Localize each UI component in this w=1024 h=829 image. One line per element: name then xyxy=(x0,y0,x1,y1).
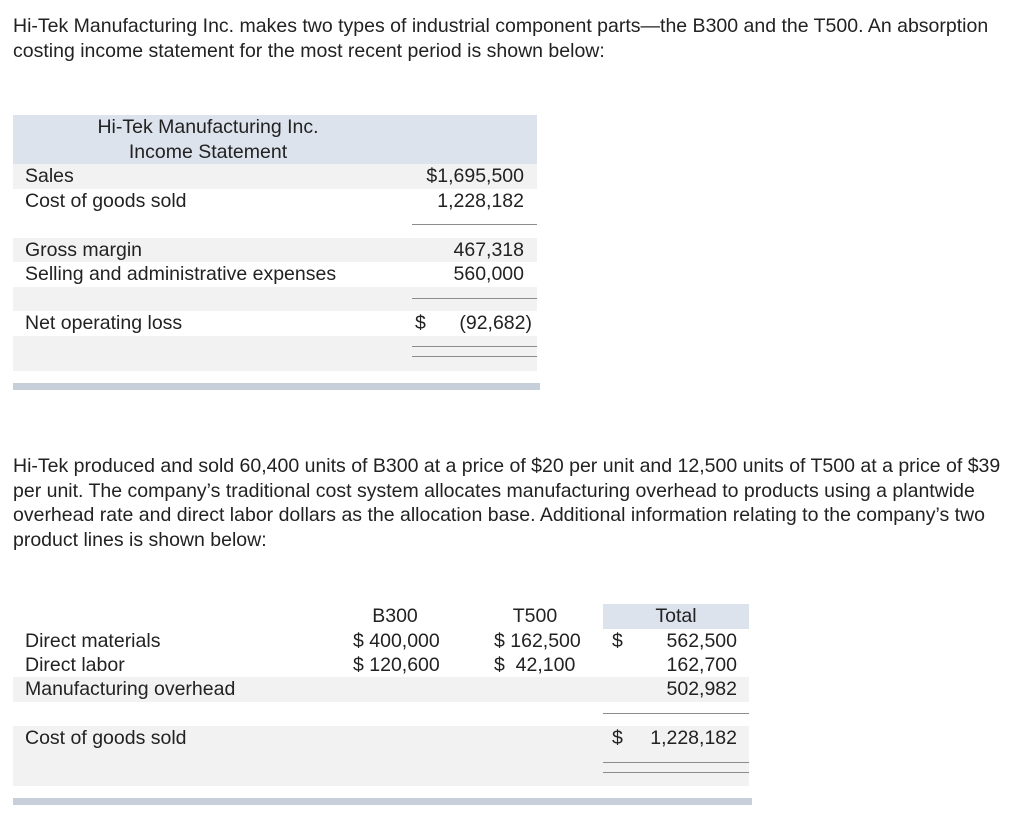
column-header-total: Total xyxy=(655,605,697,627)
total-double-rule-bottom xyxy=(603,772,749,773)
subtotal-rule xyxy=(412,224,537,225)
subtotal-rule xyxy=(412,298,537,299)
income-company-name: Hi-Tek Manufacturing Inc. xyxy=(97,116,319,138)
production-paragraph: Hi-Tek produced and sold 60,400 units of B300 at a price of $20 per unit and 12,500 units of T500 at a price of $39 per unit. The company’s traditional cost system allocates manufacturing overhead to products using a plantwide overhead rate and direct labor dollars as the allocation base. Additional information relating to the company’s two product lines is shown below: xyxy=(13,455,1001,551)
income-statement-title: Income Statement xyxy=(128,140,288,163)
table-bottom-bar xyxy=(13,798,752,805)
subtotal-rule xyxy=(603,713,749,714)
column-header-t500: T500 xyxy=(512,605,558,627)
table-bottom-bar xyxy=(13,383,540,390)
total-double-rule-bottom xyxy=(412,356,537,357)
intro-paragraph: Hi-Tek Manufacturing Inc. makes two types of industrial component parts—the B300 and the T500. An absorption costing income statement for the most recent period is shown below: xyxy=(13,15,989,62)
total-double-rule-top xyxy=(412,346,537,347)
column-header-b300: B300 xyxy=(372,605,418,627)
total-double-rule-top xyxy=(603,762,749,763)
